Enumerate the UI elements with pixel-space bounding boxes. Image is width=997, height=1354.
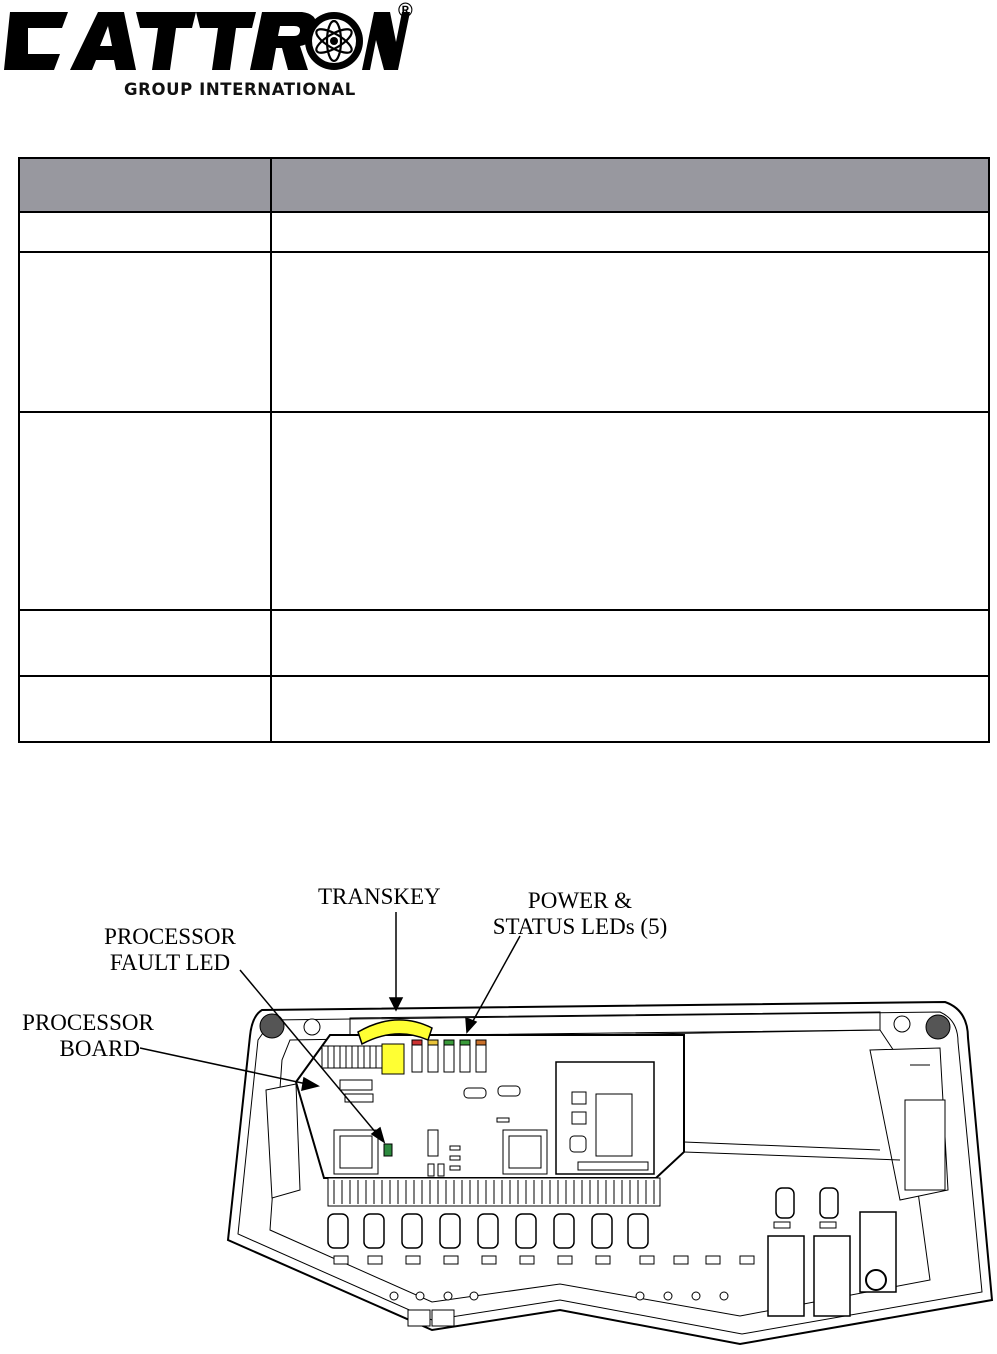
processor-fault-line1: PROCESSOR [104, 924, 236, 949]
table-row [19, 676, 989, 742]
table-cell [271, 412, 989, 610]
table-cell [271, 610, 989, 676]
table-header-cell [19, 158, 271, 212]
table-cell [19, 212, 271, 252]
processor-fault-label [88, 924, 252, 976]
table-cell [271, 252, 989, 412]
power-status-line2: STATUS LEDs (5) [492, 914, 668, 939]
cattron-wordmark [0, 2, 410, 76]
processor-board-figure [0, 860, 997, 1354]
table-row [19, 610, 989, 676]
registered-mark: ® [398, 0, 413, 22]
cattron-logo [0, 0, 420, 105]
table-cell [19, 412, 271, 610]
table-row [19, 212, 989, 252]
processor-fault-led [384, 1144, 392, 1156]
processor-board-line2: BOARD [59, 1036, 140, 1061]
spec-table [18, 157, 990, 743]
edge-connector-pins [334, 1180, 654, 1204]
processor-board-line1: PROCESSOR [22, 1010, 154, 1035]
table-cell [19, 252, 271, 412]
table-cell [19, 676, 271, 742]
processor-board-label [6, 1010, 170, 1062]
power-status-label [470, 888, 690, 940]
logo-subtitle: GROUP INTERNATIONAL [124, 80, 356, 99]
table-cell [271, 676, 989, 742]
table-row [19, 252, 989, 412]
processor-fault-line2: FAULT LED [109, 950, 231, 975]
power-status-line1: POWER & [527, 888, 633, 913]
table-header-cell [271, 158, 989, 212]
transkey-label: TRANSKEY [318, 884, 441, 909]
table-row [19, 412, 989, 610]
table-header-row [19, 158, 989, 212]
table-cell [19, 610, 271, 676]
table-cell [271, 212, 989, 252]
